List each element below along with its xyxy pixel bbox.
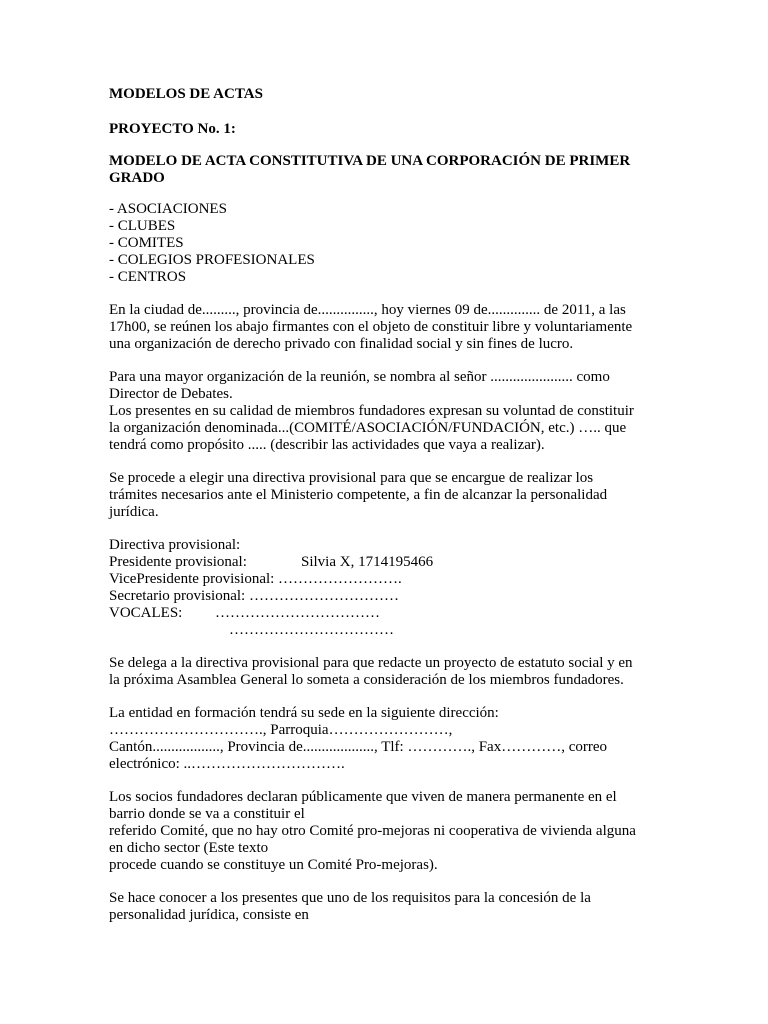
vocales-label: VOCALES: xyxy=(109,605,183,621)
paragraph-6-line: referido Comité, que no hay otro Comité pro-mejoras ni cooperativa de vivienda alguna xyxy=(109,823,636,839)
paragraph-6-line: barrio donde se va a constituir el xyxy=(109,806,305,822)
vicepresidente-line: VicePresidente provisional: ……………………. xyxy=(109,571,402,587)
paragraph-6-line: procede cuando se constituye un Comité Pro-mejoras). xyxy=(109,857,438,873)
paragraph-3-line: trámites necesarios ante el Ministerio competente, a fin de alcanzar la personalidad xyxy=(109,487,608,503)
paragraph-2-line: la organización denominada...(COMITÉ/ASOCIACIÓN/FUNDACIÓN, etc.) ….. que xyxy=(109,420,627,436)
heading-line-1: MODELO DE ACTA CONSTITUTIVA DE UNA CORPORACIÓN DE PRIMER xyxy=(109,153,631,169)
paragraph-2-line: Director de Debates. xyxy=(109,386,233,402)
org-type-item: - CLUBES xyxy=(109,218,176,234)
vocales-blank-2: …………………………… xyxy=(229,622,394,638)
presidente-value: Silvia X, 1714195466 xyxy=(301,554,434,570)
project-number: PROYECTO No. 1: xyxy=(109,121,236,137)
paragraph-1-line: 17h00, se reúnen los abajo firmantes con el objeto de constituir libre y voluntariamente xyxy=(109,319,633,335)
org-type-item: - ASOCIACIONES xyxy=(109,201,227,217)
heading-line-2: GRADO xyxy=(109,170,165,186)
paragraph-3-line: Se procede a elegir una directiva provisional para que se encargue de realizar los xyxy=(109,470,594,486)
paragraph-5-line: electrónico: ..…………………………. xyxy=(109,756,345,772)
paragraph-2-line: Para una mayor organización de la reunión, se nombra al señor ...................... como xyxy=(109,369,610,385)
paragraph-5-line: Cantón.................., Provincia de..................., Tlf: …………., Fax…………, correo xyxy=(109,739,608,755)
paragraph-4-line: la próxima Asamblea General lo someta a consideración de los miembros fundadores. xyxy=(109,672,624,688)
org-type-item: - COMITES xyxy=(109,235,184,251)
paragraph-5-line: La entidad en formación tendrá su sede en la siguiente dirección: xyxy=(109,705,499,721)
presidente-label: Presidente provisional: xyxy=(109,554,247,570)
paragraph-7-line: Se hace conocer a los presentes que uno de los requisitos para la concesión de la xyxy=(109,890,591,906)
org-type-item: - CENTROS xyxy=(109,269,187,285)
secretario-line: Secretario provisional: ………………………… xyxy=(109,588,399,604)
paragraph-3-line: jurídica. xyxy=(109,504,159,520)
paragraph-1-line: En la ciudad de........., provincia de..............., hoy viernes 09 de.............. de 2011, a las xyxy=(109,302,626,318)
paragraph-5-line: …………………………., Parroquia……………………, xyxy=(109,722,453,738)
paragraph-6-line: Los socios fundadores declaran públicamente que viven de manera permanente en el xyxy=(109,789,617,805)
paragraph-4-line: Se delega a la directiva provisional para que redacte un proyecto de estatuto social y en xyxy=(109,655,633,671)
org-type-item: - COLEGIOS PROFESIONALES xyxy=(109,252,315,268)
vocales-blank-1: …………………………… xyxy=(215,605,380,621)
paragraph-7-line: personalidad jurídica, consiste en xyxy=(109,907,309,923)
paragraph-6-line: en dicho sector (Este texto xyxy=(109,840,269,856)
directiva-label: Directiva provisional: xyxy=(109,537,241,553)
paragraph-1-line: una organización de derecho privado con finalidad social y sin fines de lucro. xyxy=(109,336,574,352)
document-title: MODELOS DE ACTAS xyxy=(109,86,263,102)
paragraph-2-line: Los presentes en su calidad de miembros fundadores expresan su voluntad de constituir xyxy=(109,403,634,419)
paragraph-2-line: tendrá como propósito ..... (describir las actividades que vaya a realizar). xyxy=(109,437,545,453)
